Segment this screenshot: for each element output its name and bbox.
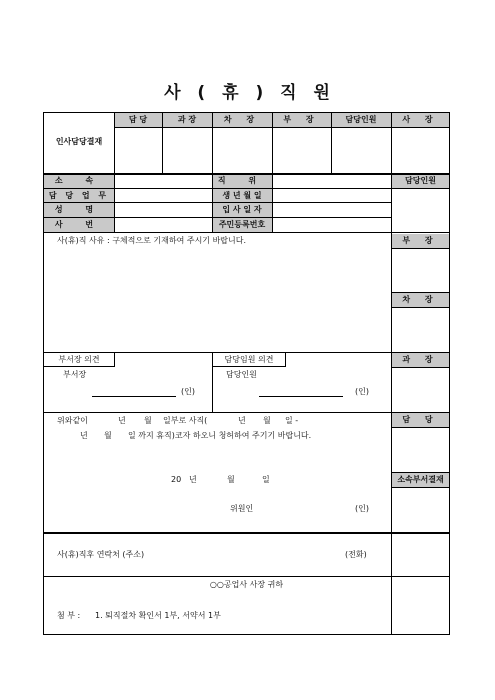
head-sign-line xyxy=(92,396,176,397)
attachment-label: 첨 부 : xyxy=(57,611,81,620)
approval-header-charge: 담 당 xyxy=(128,115,148,124)
reason-text: 사(휴)직 사유 : 구체적으로 기재하여 주시기 바랍니다. xyxy=(57,236,247,245)
approval-header-staff: 담당인원 xyxy=(345,115,377,124)
date-month: 월 xyxy=(227,475,235,484)
request-month-3: 월 xyxy=(104,431,112,440)
staff-sign-line xyxy=(259,396,343,397)
request-year-1: 년 xyxy=(118,416,126,425)
request-leave: 일 까지 휴직)코자 하오니 청허하여 주기기 바랍니다. xyxy=(128,431,312,440)
contact-label: 사(휴)직후 연락처 (주소) xyxy=(57,550,145,559)
side-charge-label: 담 당 xyxy=(402,415,439,424)
applicant-seal: (인) xyxy=(355,504,369,513)
request-resign: 일부로 사직( xyxy=(163,416,208,425)
join-label: 입 사 일 자 xyxy=(222,205,262,214)
addressee: ○○공업사 사장 귀하 xyxy=(209,580,284,589)
approval-header-section: 과 장 xyxy=(177,115,197,124)
staff-seal: (인) xyxy=(355,387,369,396)
side-section-label: 과 장 xyxy=(402,355,439,364)
approval-header-ceo: 사 장 xyxy=(402,115,439,124)
applicant-label: 위원인 xyxy=(230,504,254,513)
attachment-text: 1. 퇴직절차 확인서 1부, 서약서 1부 xyxy=(95,611,221,620)
document-title: 사 ( 휴 ) 직 원 xyxy=(164,83,331,103)
contact-phone: (전화) xyxy=(345,550,367,559)
side-manager-label: 부 장 xyxy=(402,236,439,245)
request-month-1: 월 xyxy=(144,416,152,425)
head-opinion-title: 부서장 의견 xyxy=(58,355,100,364)
side-dept-approval-label: 소속부서결재 xyxy=(397,475,444,484)
request-year-2: 년 xyxy=(238,416,246,425)
request-month-2: 월 xyxy=(263,416,271,425)
request-day-dash: 일 - xyxy=(285,416,299,425)
name-label: 성 명 xyxy=(54,205,104,214)
head-sign-label: 부서장 xyxy=(63,370,87,379)
dept-label: 소 속 xyxy=(54,176,104,185)
approval-header-deputy: 차 장 xyxy=(223,115,261,124)
position-label: 직 위 xyxy=(217,176,267,185)
approval-header-manager: 부 장 xyxy=(283,115,320,124)
date-prefix: 20 xyxy=(171,475,182,484)
head-seal: (인) xyxy=(181,387,195,396)
duty-label: 담 당 업 무 xyxy=(48,191,110,200)
date-year: 년 xyxy=(189,475,197,484)
request-year-3: 년 xyxy=(80,431,88,440)
request-intro: 위와같이 xyxy=(57,416,88,425)
staff-sign-label: 담당인원 xyxy=(226,370,257,379)
emp-no-label: 사 번 xyxy=(54,220,104,229)
date-day: 일 xyxy=(262,475,270,484)
approval-label: 인사담당결재 xyxy=(55,137,103,146)
resident-label: 주민등록번호 xyxy=(218,220,266,229)
side-staff-label: 담당인원 xyxy=(405,176,436,185)
staff-opinion-title: 담당임원 의견 xyxy=(224,355,274,364)
birth-label: 생 년 월 일 xyxy=(222,191,262,200)
side-deputy-label: 차 장 xyxy=(402,295,439,304)
